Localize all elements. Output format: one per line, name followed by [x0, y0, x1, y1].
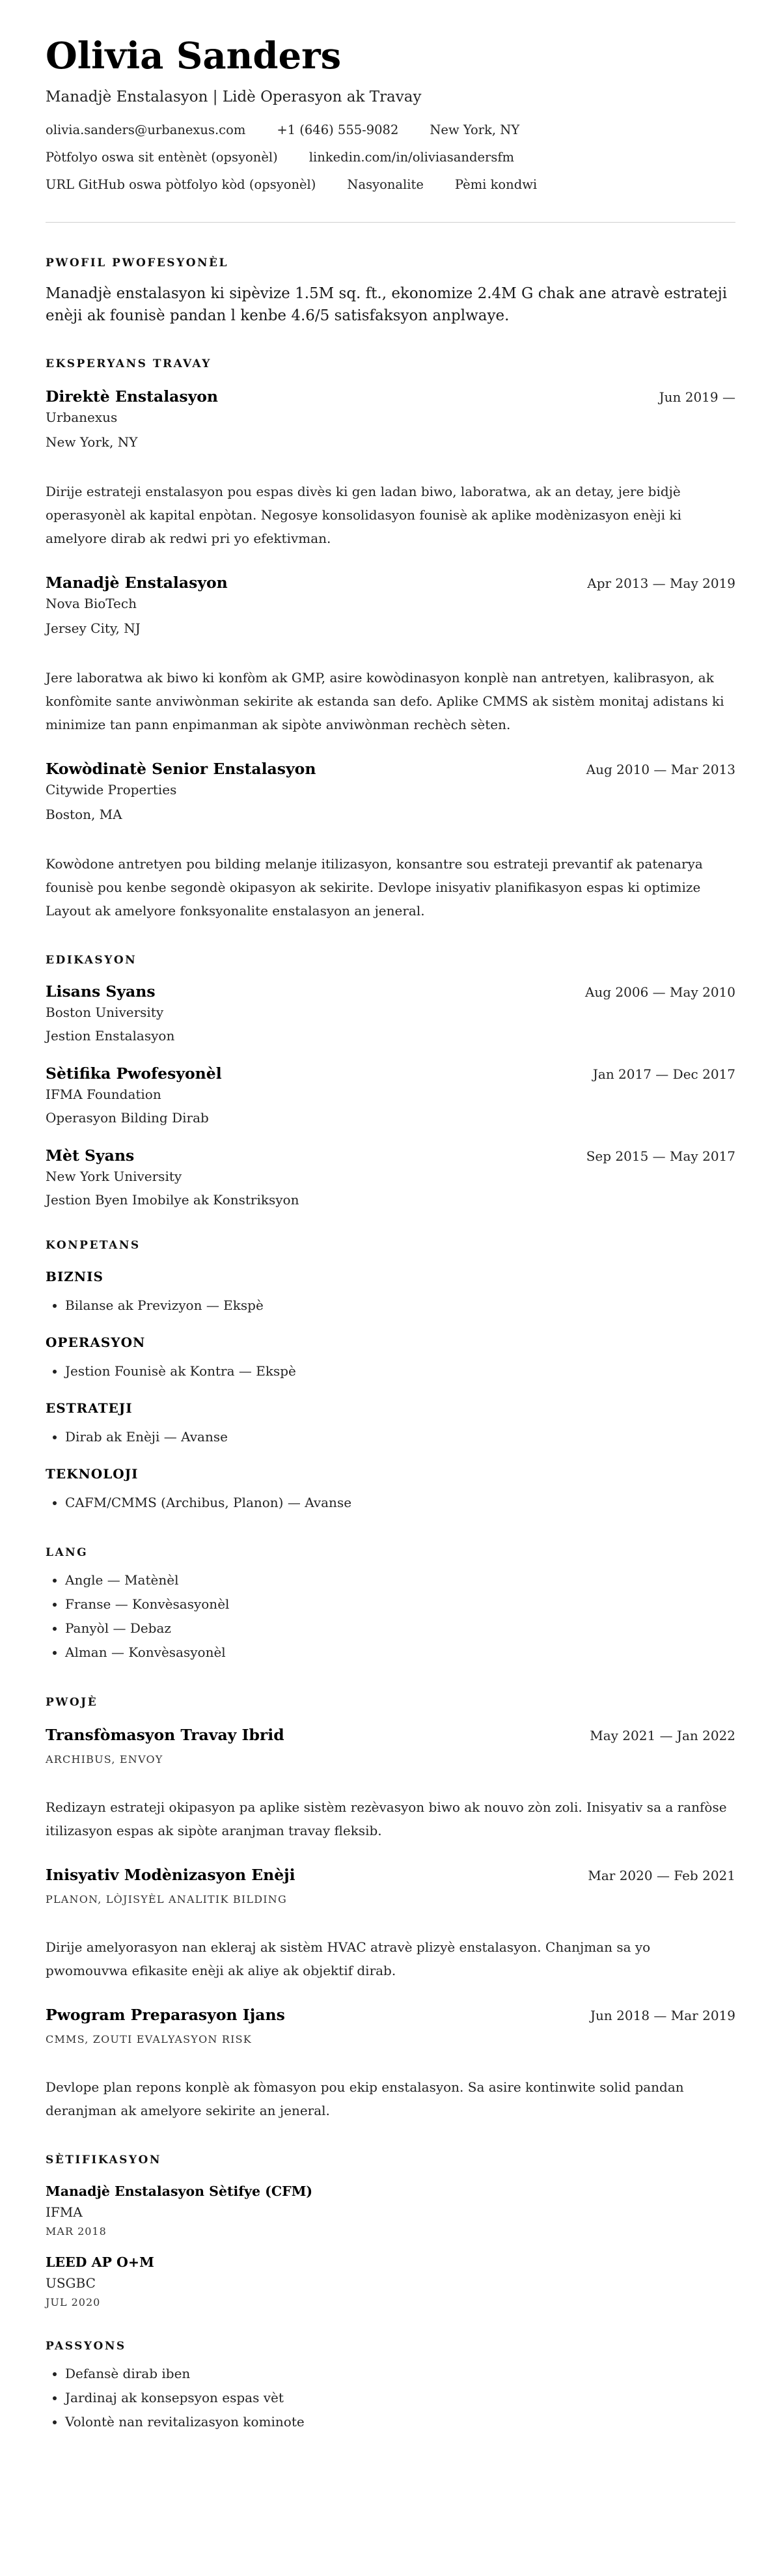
skill-category: ESTRATEJI [46, 1400, 133, 1416]
degree-title: Sètifika Pwofesyonèl [46, 1064, 222, 1083]
education-entry [46, 1146, 735, 1208]
certification-entry [46, 2183, 735, 2237]
company-name: Citywide Properties [46, 781, 177, 797]
language-item: • Franse — Konvèsasyonèl [65, 1592, 735, 1616]
certification-name: LEED AP O+M [46, 2254, 154, 2270]
phone-number[interactable]: +1 (646) 555-9082 [277, 122, 399, 137]
project-tools: ARCHIBUS, ENVOY [46, 1752, 163, 1766]
job-location: Jersey City, NJ [46, 620, 141, 636]
email-link[interactable]: olivia.sanders@urbanexus.com [46, 122, 246, 137]
project-dates: Mar 2020 — Feb 2021 [588, 1867, 735, 1883]
project-dates: Jun 2018 — Mar 2019 [590, 2007, 735, 2023]
education-dates: Jan 2017 — Dec 2017 [592, 1066, 735, 1082]
skill-item: • Dirab ak Enèji — Avanse [65, 1425, 735, 1449]
certification-name: Manadjè Enstalasyon Sètifye (CFM) [46, 2183, 313, 2199]
contact-row-extra [46, 177, 735, 192]
job-location: New York, NY [46, 434, 138, 450]
school-name: Boston University [46, 1004, 164, 1020]
language-list [46, 1568, 735, 1665]
skill-list [46, 1425, 735, 1449]
candidate-name: Olivia Sanders [46, 35, 342, 77]
skill-list [46, 1294, 735, 1318]
project-name: Inisyativ Modènizasyon Enèji [46, 1865, 295, 1884]
profile-section-title: PWOFIL PWOFESYONÈL [46, 256, 228, 270]
job-dates: Apr 2013 — May 2019 [587, 575, 735, 591]
project-tools: PLANON, LÒJISYÈL ANALITIK BILDING [46, 1892, 287, 1905]
job-description: Jere laboratwa ak biwo ki konfòm ak GMP, asire kowòdinasyon konplè nan antretyen, kalibrasyon, ak konfòmite sante anviwònman sekirite ak estanda san defo. Aplike CMMS ak sistèm monitaj adistans ki minimize tan pann enpimanman ak sipòte anviwònman rechèch sèten. [46, 669, 724, 732]
job-description: Kowòdone antretyen pou bilding melanje itilizasyon, konsantre sou estrateji prevantif ak patenarya founisè pou kenbe segondè okipasyon ak sekirite. Devlope inisyativ planifikasyon espas ki optimize Layout ak amelyore fonksyonalite enstalasyon an jeneral. [46, 855, 703, 919]
experience-entry [46, 574, 735, 736]
skills-section-title: KONPETANS [46, 1238, 141, 1252]
nationality-text: Nasyonalite [347, 176, 424, 192]
job-dates: Aug 2010 — Mar 2013 [586, 761, 735, 777]
job-title: Direktè Enstalasyon [46, 387, 219, 406]
skill-category: TEKNOLOJI [46, 1465, 139, 1482]
certification-entry [46, 2254, 735, 2308]
projects-section-title: PWOJÈ [46, 1695, 98, 1709]
interest-item: • Volontè nan revitalizasyon kominote [65, 2410, 735, 2434]
languages-section-title: LANG [46, 1545, 89, 1559]
certifications-section-title: SÈTIFIKASYON [46, 2153, 161, 2167]
project-entry [46, 2006, 735, 2122]
project-entry [46, 1866, 735, 1982]
skill-item: • CAFM/CMMS (Archibus, Planon) — Avanse [65, 1491, 735, 1515]
school-name: New York University [46, 1168, 182, 1184]
education-entry [46, 982, 735, 1044]
certification-issuer: IFMA [46, 2204, 83, 2220]
education-section-title: EDIKASYON [46, 953, 137, 967]
job-description: Dirije estrateji enstalasyon pou espas divès ki gen ladan biwo, laboratwa, ak an detay, jere bidjè operasyonèl ak kapital enpòtan. Negosye konsolidasyon founisè ak aplike modènizasyon enèji ki amelyore dirab ak redwi pri yo efektivman. [46, 483, 681, 546]
language-item: • Alman — Konvèsasyonèl [65, 1641, 735, 1665]
interest-item: • Jardinaj ak konsepsyon espas vèt [65, 2386, 735, 2410]
skill-category: OPERASYON [46, 1334, 146, 1350]
certification-issuer: USGBC [46, 2275, 96, 2291]
location-text: New York, NY [430, 122, 520, 137]
skill-category: BIZNIS [46, 1268, 103, 1284]
education-dates: Sep 2015 — May 2017 [586, 1148, 735, 1164]
experience-section-title: EKSPERYANS TRAVAY [46, 357, 212, 370]
experience-entry [46, 387, 735, 550]
profile-summary: Manadjè enstalasyon ki sipèvize 1.5M sq. ft., ekonomize 2.4M G chak ane atravè estrateji enèji ak founisè pandan l kenbe 4.6/5 satisfaksyon anplwaye. [46, 284, 728, 325]
skill-list [46, 1359, 735, 1383]
certification-date: JUL 2020 [46, 2295, 101, 2308]
project-description: Redizayn estrateji okipasyon pa aplike sistèm rezèvasyon biwo ak nouvo zòn zoli. Inisyativ sa a ranfòse itilizasyon espas ak sipòte aranjman travay fleksib. [46, 1799, 727, 1838]
contact-row-primary [46, 122, 735, 137]
interest-list [46, 2362, 735, 2434]
language-item: • Angle — Matènèl [65, 1568, 735, 1592]
linkedin-link[interactable]: linkedin.com/in/oliviasandersfm [308, 149, 515, 165]
skill-item: • Jestion Founisè ak Kontra — Ekspè [65, 1359, 735, 1383]
education-dates: Aug 2006 — May 2010 [584, 984, 735, 1000]
skill-item: • Bilanse ak Previzyon — Ekspè [65, 1294, 735, 1318]
interest-item: • Defansè dirab iben [65, 2362, 735, 2386]
certification-date: MAR 2018 [46, 2224, 107, 2237]
github-link[interactable]: URL GitHub oswa pòtfolyo kòd (opsyonèl) [46, 176, 316, 192]
contact-row-links [46, 150, 735, 165]
school-name: IFMA Foundation [46, 1086, 161, 1102]
project-description: Dirije amelyorasyon nan ekleraj ak sistèm HVAC atravè plizyè enstalasyon. Chanjman sa yo pwomouvwa efikasite enèji ak aliye ak objektif dirab. [46, 1939, 651, 1978]
field-of-study: Jestion Enstalasyon [46, 1027, 175, 1044]
language-item: • Panyòl — Debaz [65, 1616, 735, 1641]
experience-entry [46, 760, 735, 922]
job-title: Kowòdinatè Senior Enstalasyon [46, 759, 316, 778]
job-location: Boston, MA [46, 806, 122, 822]
education-entry [46, 1064, 735, 1126]
portfolio-link[interactable]: Pòtfolyo oswa sit entènèt (opsyonèl) [46, 149, 278, 165]
job-title: Manadjè Enstalasyon [46, 573, 228, 592]
degree-title: Lisans Syans [46, 982, 156, 1001]
driving-permit-text: Pèmi kondwi [454, 176, 538, 192]
job-dates: Jun 2019 — [659, 389, 735, 405]
field-of-study: Operasyon Bilding Dirab [46, 1109, 209, 1126]
project-description: Devlope plan repons konplè ak fòmasyon pou ekip enstalasyon. Sa asire kontinwite solid pandan deranjman ak amelyore sekirite an jeneral. [46, 2079, 684, 2118]
degree-title: Mèt Syans [46, 1146, 135, 1165]
field-of-study: Jestion Byen Imobilye ak Konstriksyon [46, 1191, 299, 1208]
project-entry [46, 1726, 735, 1842]
project-name: Pwogram Preparasyon Ijans [46, 2005, 285, 2024]
project-tools: CMMS, ZOUTI EVALYASYON RISK [46, 2032, 252, 2045]
header-divider [46, 222, 735, 223]
company-name: Nova BioTech [46, 595, 137, 611]
project-name: Transfòmasyon Travay Ibrid [46, 1725, 284, 1744]
company-name: Urbanexus [46, 409, 118, 425]
skill-list [46, 1491, 735, 1515]
headline: Manadjè Enstalasyon | Lidè Operasyon ak Travay [46, 88, 422, 105]
project-dates: May 2021 — Jan 2022 [590, 1727, 735, 1743]
interests-section-title: PASSYONS [46, 2339, 126, 2353]
